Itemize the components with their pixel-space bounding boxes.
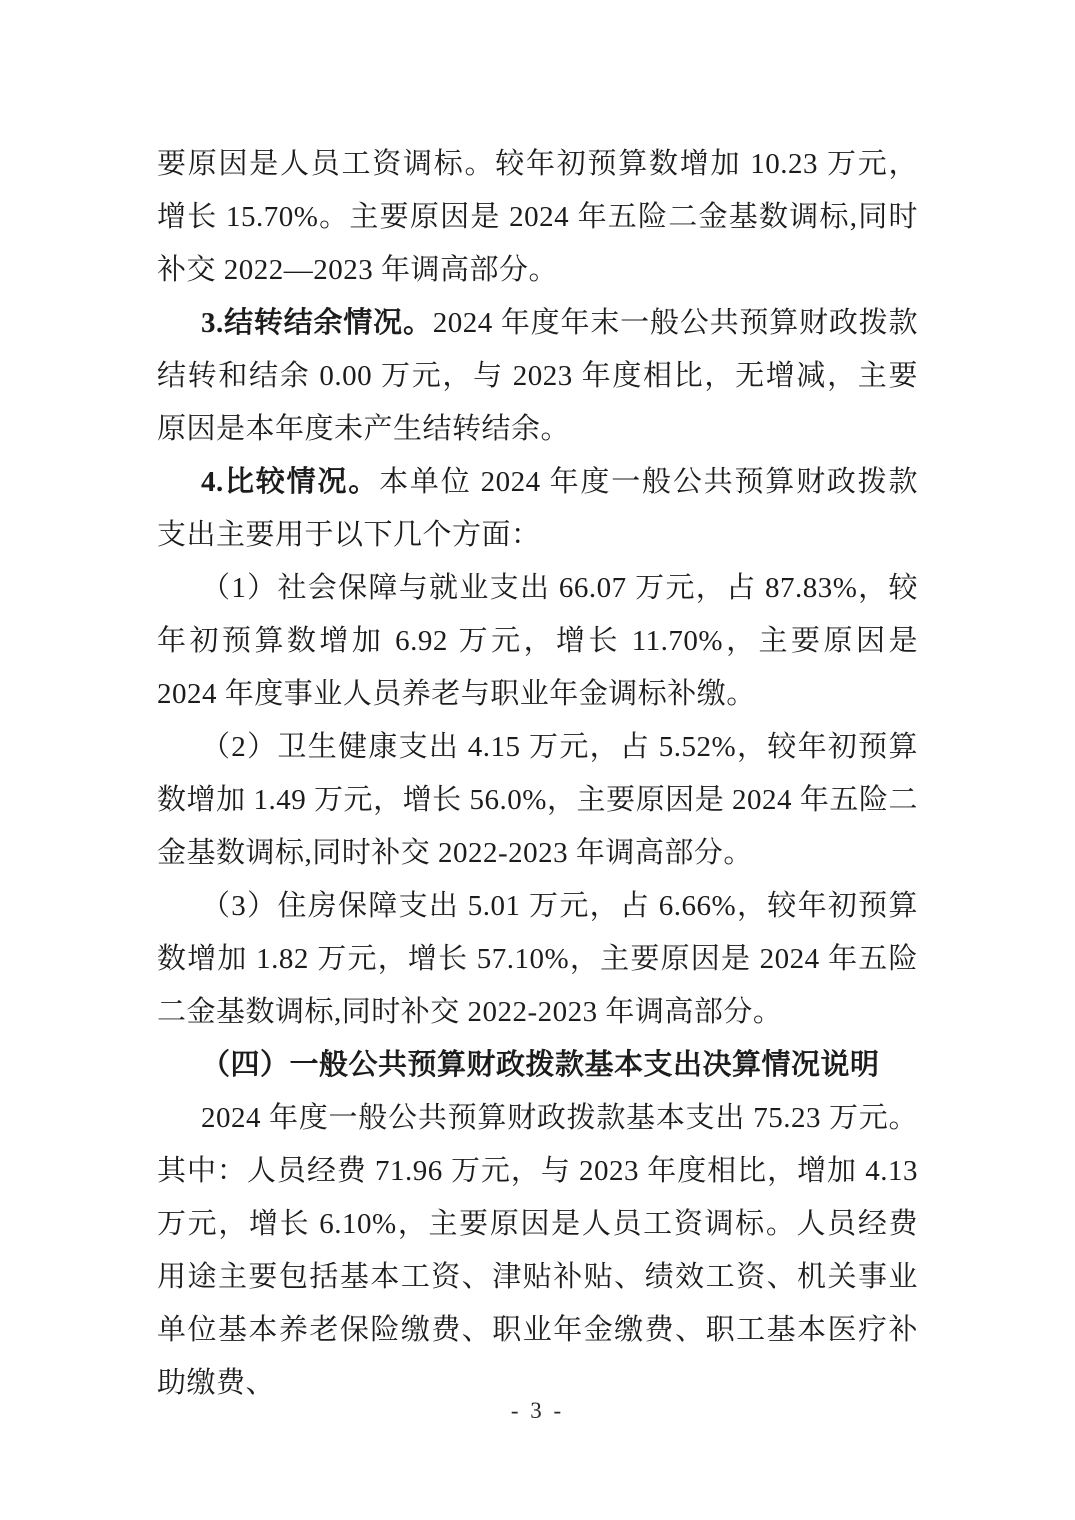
document-body — [157, 138, 918, 1410]
paragraph — [157, 1092, 918, 1410]
paragraph — [157, 456, 918, 562]
paragraph — [157, 138, 918, 297]
text-run: （1）社会保障与就业支出 66.07 万元，占 87.83%，较年初预算数增加 6.92 万元，增长 11.70%，主要原因是 2024 年度事业人员养老与职业年金调标补缴。 — [157, 572, 918, 710]
text-run: 2024 年度一般公共预算财政拨款基本支出 75.23 万元。其中：人员经费 71.96 万元，与 2023 年度相比，增加 4.13 万元，增长 6.10%，主要原因是人员工资调标。人员经费用途主要包括基本工资、津贴补贴、绩效工资、机关事业单位基本养老保险缴费、职业年金缴费、职工基本医疗补助缴费、 — [157, 1102, 918, 1399]
paragraph — [157, 562, 918, 721]
text-run: （2）卫生健康支出 4.15 万元，占 5.52%，较年初预算数增加 1.49 万元，增长 56.0%，主要原因是 2024 年五险二金基数调标,同时补交 2022-2023 年调高部分。 — [157, 731, 918, 869]
text-run: （3）住房保障支出 5.01 万元，占 6.66%，较年初预算数增加 1.82 万元，增长 57.10%，主要原因是 2024 年五险二金基数调标,同时补交 2022-2023 年调高部分。 — [157, 890, 918, 1028]
text-run: 要原因是人员工资调标。较年初预算数增加 10.23 万元，增长 15.70%。主要原因是 2024 年五险二金基数调标,同时补交 2022—2023 年调高部分。 — [157, 148, 918, 286]
bold-text-run: 4.比较情况。 — [201, 466, 380, 498]
bold-text-run: （四）一般公共预算财政拨款基本支出决算情况说明 — [201, 1049, 880, 1081]
section-heading — [157, 1039, 918, 1092]
text-run: 2024 年度年末一般公共预算财政拨款结转和结余 0.00 万元，与 2023 年度相比，无增减，主要原因是本年度未产生结转结余。 — [157, 307, 918, 445]
paragraph — [157, 880, 918, 1039]
bold-text-run: 3.结转结余情况。 — [201, 307, 433, 339]
paragraph — [157, 721, 918, 880]
page-number: - 3 - — [510, 1398, 565, 1423]
text-run: 本单位 2024 年度一般公共预算财政拨款支出主要用于以下几个方面： — [157, 466, 918, 551]
paragraph — [157, 297, 918, 456]
